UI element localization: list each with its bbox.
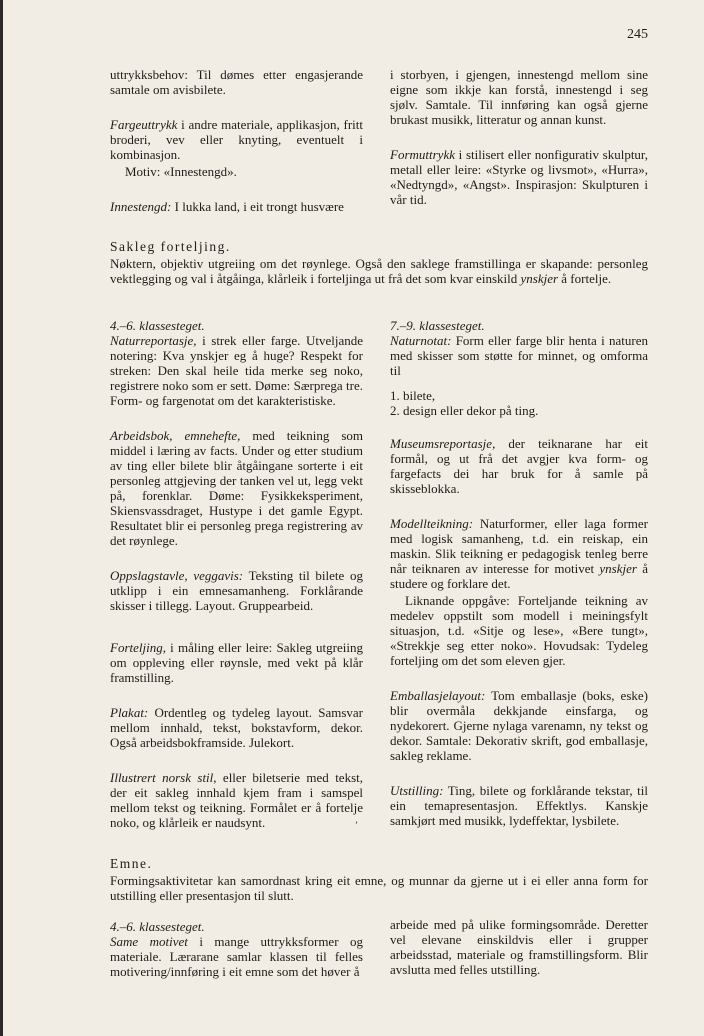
paragraph: i storbyen, i gjengen, innestengd mellom sine eigne som ikkje kan forstå, innestengd i seg sjølv. Samtale. Til innføring kan også gjerne brukast musikk, litteratur og annan kunst. [390,67,648,127]
top-left-column [110,67,363,234]
paragraph: arbeide med på ulike formingsområde. Deretter vel elevane einskildvis eller i grupper arbeidsstad, materiale og framstillingsform. Blir avslutta med felles utstilling. [390,917,648,977]
paragraph: Liknande oppgåve: Forteljande teikning av medelev oppstilt som modell i meiningsfylt situasjon, t.d. «Sitje og lese», «Bere tungt», «Strekkje seg etter noko». Hovudsak: Tydeleg forteljing om det som eleven gjer. [390,593,648,668]
paragraph: Emballasjelayout: Tom emballasje (boks, eske) blir overmåla dekkjande einsfarga, og nydekorert. Gjerne nylaga varenamn, ny tekst og dekor. Samtale: Dekorativ skrift, god emballasje, sakleg reklame. [390,688,648,763]
paragraph: Plakat: Ordentleg og tydeleg layout. Samsvar mellom innhald, tekst, bokstavform, dekor. Også arbeidsbokframside. Julekort. [110,705,363,750]
paragraph: Utstilling: Ting, bilete og forklårande tekstar, til ein temapresentasjon. Effektlys. Kanskje samkjørt med musikk, lydeffektar, lysbilete. [390,783,648,828]
grade-label: 4.–6. klassesteget. [110,318,205,333]
top-right-column [390,67,648,227]
numbered-list [390,388,648,418]
paragraph: Forteljing, i måling eller leire: Sakleg utgreiing om oppleving eller røynsle, med vekt på klår framstilling. [110,640,363,685]
sakleg-left-column [110,318,363,850]
emne-left-column [110,919,363,999]
paragraph: Museumsreportasje, der teiknarane har eit formål, og ut frå det avgjer kva form- og fargefacts dei har bruk for å samle på skisseblokka. [390,436,648,496]
grade-label: 7.–9. klassesteget. [390,318,485,333]
paragraph: Formuttrykk i stilisert eller nonfigurativ skulptur, metall eller leire: «Styrke og livsmot», «Hurra», «Nedtyngd», «Angst». Inspirasjon: Skulpturen i vår tid. [390,147,648,207]
sakleg-right-column [390,318,648,848]
paragraph: Motiv: «Innestengd». [125,164,237,179]
paragraph: Oppslagstavle, veggavis: Teksting til bilete og utklipp i ein emnesamanheng. Forklårande skisser i tillegg. Layout. Gruppearbeid. [110,568,363,613]
emne-right-column [390,917,648,997]
paragraph: Arbeidsbok, emnehefte, med teikning som middel i læring av facts. Under og etter studium av ting eller bilete blir åtgåingane sorterte i eit personleg attgjeving der tanken vel ut, legg vekt på, forenklar. Døme: Fysikkeksperiment, Skiensvassdraget, Hustype i det gamle Egypt. Resultatet blir ei personleg prega registrering av det røynlege. [110,428,363,548]
grade-label: 4.–6. klassesteget. [110,919,205,934]
emne-intro: Formingsaktivitetar kan samordnast kring eit emne, og munnar da gjerne ut i ei eller anna form for utstilling eller presentasjon til slutt. [110,873,648,903]
paragraph: Naturnotat: Form eller farge blir henta i naturen med skisser som støtte for minnet, og omforma til [390,333,648,378]
paragraph: uttrykksbehov: Til dømes etter engasjerande samtale om avisbilete. [110,67,363,97]
sakleg-intro: Nøktern, objektiv utgreiing om det røynlege. Også den saklege framstillinga er skapande: personleg vektlegging og val i åtgåinga, klårleik i forteljinga ut frå det som kvar einskild ynskjer å fortelje. [110,256,648,286]
section-heading-sakleg: Sakleg forteljing. [110,239,231,254]
paragraph: Innestengd: I lukka land, i eit trongt husvære [110,199,344,214]
section-heading-emne: Emne. [110,856,153,871]
paragraph: Modellteikning: Naturformer, eller laga former med logisk samanheng, t.d. ein reiskap, ein maskin. Slik teikning er pedagogisk tenleg berre når teiknaren av interesse for motivet ynskjer å studere og forklare det. [390,516,648,591]
paragraph: Same motivet i mange uttrykksformer og materiale. Lærarane samlar klassen til felles motivering/innføring i eit emne som det høver å [110,934,363,979]
paragraph: Illustrert norsk stil, eller biletserie med tekst, der eit sakleg innhald kjem fram i samspel mellom tekst og teikning. Formålet er å fortelje noko, og klårleik er naudsynt. [110,770,363,830]
list-item: 2. design eller dekor på ting. [390,403,539,418]
paragraph: Fargeuttrykk i andre materiale, applikasjon, fritt broderi, vev eller knyting, eventuelt i kombinasjon. [110,117,363,162]
list-item: 1. bilete, [390,388,436,403]
page-number: 245 [627,27,648,42]
stray-mark: ʼ [355,820,358,830]
scan-border [0,0,3,1036]
paragraph: Naturreportasje, i strek eller farge. Utveljande notering: Kva ynskjer eg å huge? Respekt for streken: Den skal heile tida merke seg noko, registrere noko som er sett. Døme: Særprega tre. Form- og fargenotat om det karakteristiske. [110,333,363,408]
